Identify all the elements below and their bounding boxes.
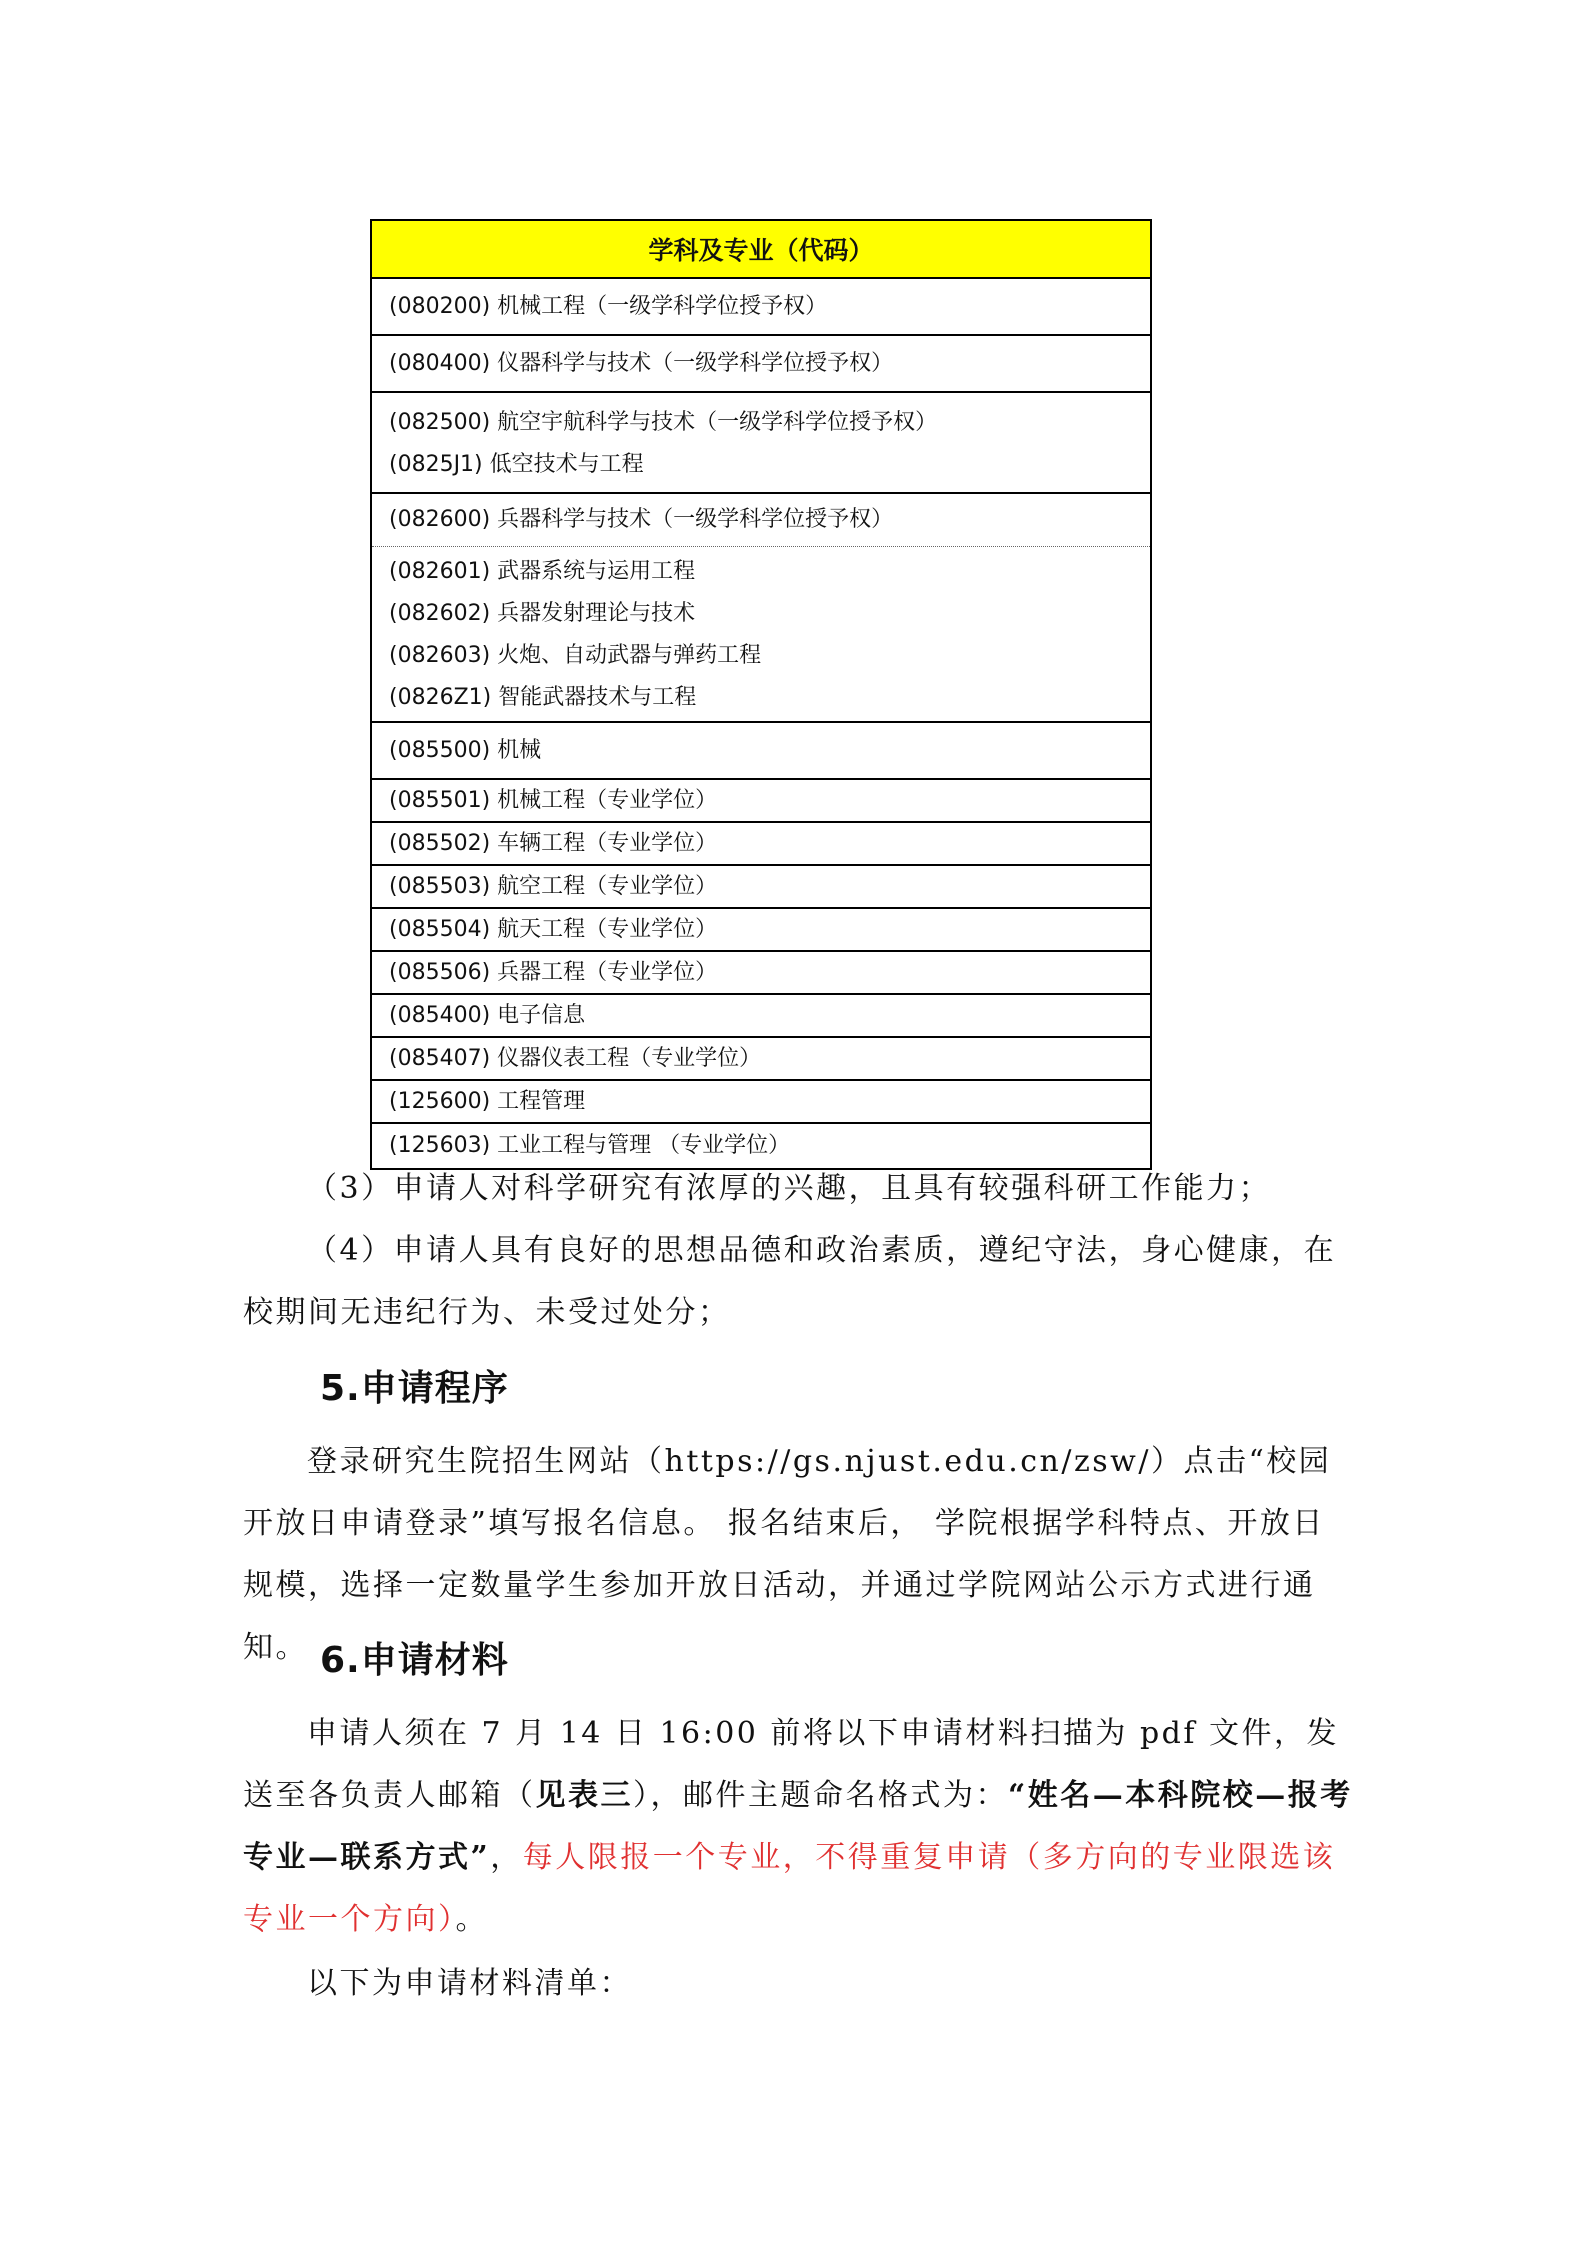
table-row: (125603) 工业工程与管理 （专业学位）: [389, 1133, 791, 1158]
table-group: [372, 393, 1150, 494]
section-6-text: [243, 1703, 1355, 1951]
application-limit-notice: 每人限报一个专业，不得重复申请（多方向的专业限选该专业一个方向）: [243, 1840, 1336, 1937]
table-group: [372, 279, 1150, 336]
table-row: (0825J1) 低空技术与工程: [389, 452, 644, 477]
materials-list-intro: 以下为申请材料清单：: [307, 1966, 632, 2001]
table-row: (082500) 航空宇航科学与技术（一级学科学位授予权）: [389, 410, 938, 435]
table-group: [372, 823, 1150, 866]
table-row: (085502) 车辆工程（专业学位）: [389, 831, 718, 856]
table-row: (085407) 仪器仪表工程（专业学位）: [389, 1046, 762, 1071]
table-group: [372, 995, 1150, 1038]
section-6-text-a: 申请人须在 7 月 14 日 16:00 前将以下申请材料扫描为 pdf 文件，发送至各负责人邮箱（: [243, 1716, 1340, 1813]
table-row: (085503) 航空工程（专业学位）: [389, 874, 718, 899]
table-row: (0826Z1) 智能武器技术与工程: [389, 685, 697, 710]
table-reference: 见表三: [535, 1778, 633, 1813]
table-group: [372, 1038, 1150, 1081]
table-row: (082601) 武器系统与运用工程: [389, 559, 696, 584]
table-group: [372, 547, 1150, 723]
email-subject-format: “姓名—本科院校—报考专业—联系方式”: [243, 1778, 1353, 1875]
table-group: [372, 909, 1150, 952]
table-row: (085501) 机械工程（专业学位）: [389, 788, 718, 813]
table-group: [372, 723, 1150, 780]
table-row: (125600) 工程管理: [389, 1089, 586, 1114]
section-6-text-e: ，: [490, 1840, 523, 1875]
section-5-text: 登录研究生院招生网站（https://gs.njust.edu.cn/zsw/）点击“校园开放日申请登录”填写报名信息。 报名结束后， 学院根据学科特点、开放日规模，选择一定数量学生参加开放日活动，并通过学院网站公示方式进行通知。: [243, 1444, 1332, 1665]
section-5-heading: 5.申请程序: [320, 1368, 509, 1409]
section-6-text-g: 。: [455, 1902, 488, 1937]
major-table: [370, 219, 1152, 1170]
requirement-item-3: （3）申请人对科学研究有浓厚的兴趣，且具有较强科研工作能力；: [307, 1171, 1272, 1206]
table-row: (085400) 电子信息: [389, 1003, 586, 1028]
table-row: (082600) 兵器科学与技术（一级学科学位授予权）: [389, 507, 894, 532]
table-header: 学科及专业（代码）: [372, 221, 1150, 279]
section-6-heading: 6.申请材料: [320, 1640, 509, 1681]
table-group: [372, 866, 1150, 909]
table-row: (080400) 仪器科学与技术（一级学科学位授予权）: [389, 351, 894, 376]
table-row: (085500) 机械: [389, 738, 542, 763]
table-row: (082602) 兵器发射理论与技术: [389, 601, 696, 626]
table-group: [372, 494, 1150, 547]
requirement-item-4: （4）申请人具有良好的思想品德和政治素质，遵纪守法，身心健康，在校期间无违纪行为、未受过处分；: [243, 1233, 1337, 1330]
table-row: (085506) 兵器工程（专业学位）: [389, 960, 718, 985]
section-6-text-c: ），邮件主题命名格式为：: [633, 1778, 1008, 1813]
table-group: [372, 780, 1150, 823]
table-group: [372, 952, 1150, 995]
table-row: (082603) 火炮、自动武器与弹药工程: [389, 643, 762, 668]
table-row: (085504) 航天工程（专业学位）: [389, 917, 718, 942]
table-group: [372, 1081, 1150, 1124]
table-row: (080200) 机械工程（一级学科学位授予权）: [389, 294, 828, 319]
table-group: [372, 336, 1150, 393]
